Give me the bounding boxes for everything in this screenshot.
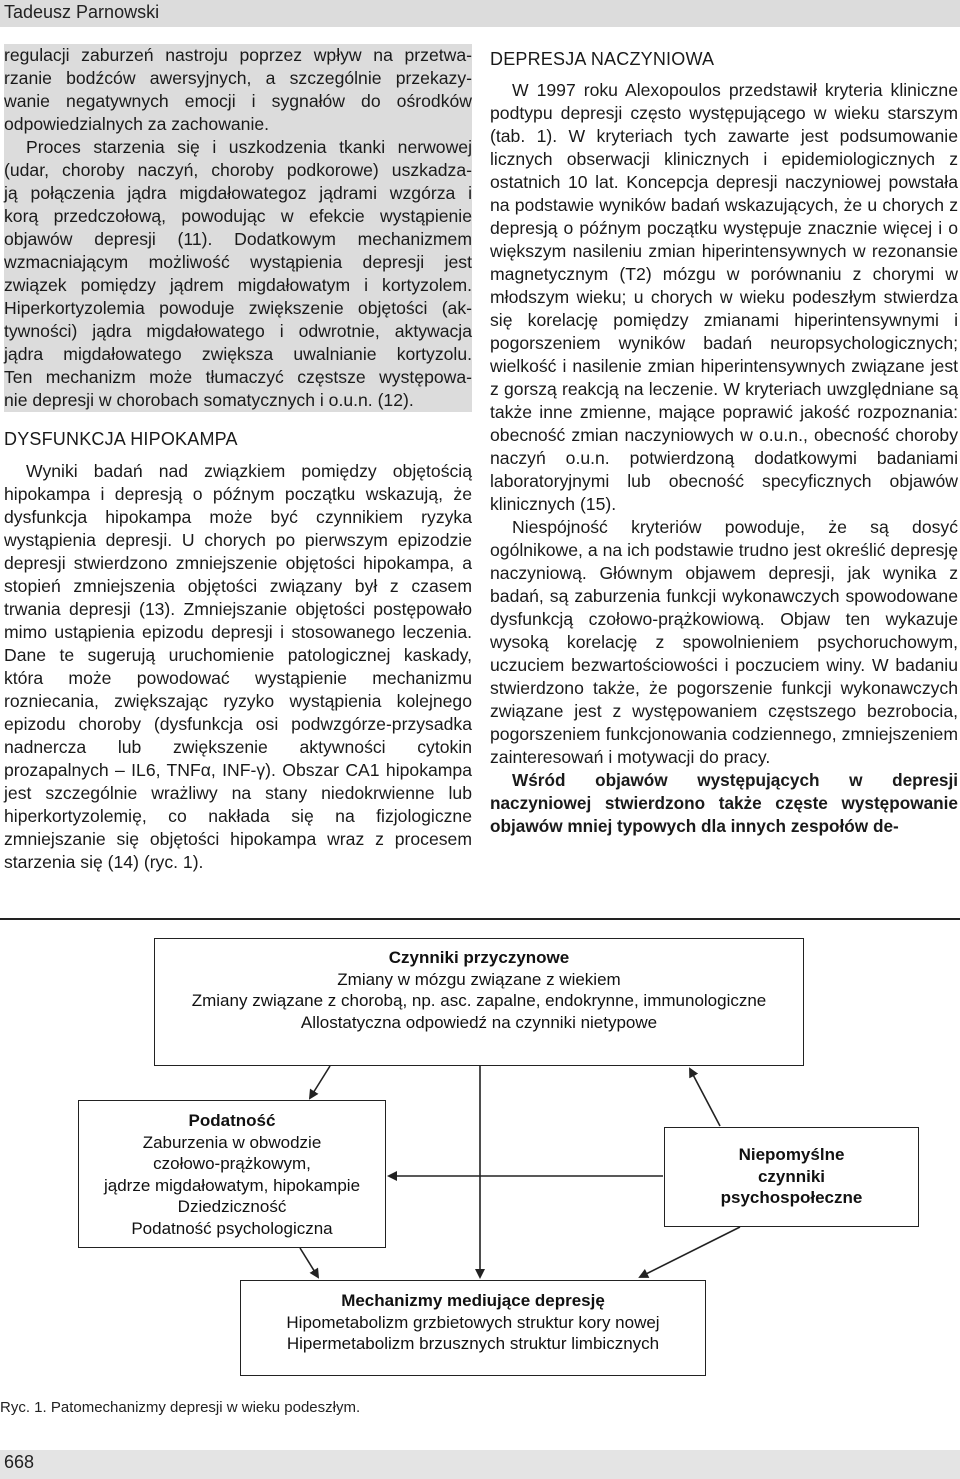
box-title: Czynniki przyczynowe bbox=[388, 948, 570, 967]
shaded-line: związek pomiędzy jądrem migdałowatym i kortyzolem. bbox=[4, 275, 472, 295]
shaded-line: jądra migdałowatego zwiększa uwalnianie kortyzolu. bbox=[4, 344, 472, 364]
arrow-causes-to-vulnerability bbox=[310, 1066, 330, 1098]
shaded-line: Ten mechanizm może tłumaczyć częstsze występowa- bbox=[4, 367, 472, 387]
shaded-line: Hiperkortyzolemia powoduje zwiększenie objętości (ak- bbox=[4, 298, 472, 318]
box-line: Zmiany w mózgu związane z wiekiem bbox=[337, 969, 621, 989]
box-title: Niepomyślne bbox=[738, 1145, 845, 1164]
figure-diagram bbox=[0, 918, 960, 1388]
body-paragraph: Niespójność kryteriów powoduje, że są dosyć ogólnikowe, a na ich podstawie trudno jest określić depresję naczyniową. Głównym objawem depresji, jak wynika z badań, są zaburzenia funkcji wykonawczych spowodowane dysfunkcją czołowo-prążkowiową. Objaw ten wykazuje wysoką korelację z spowolnieniem psychoruchowym, uczuciem bezwartościowości i poczuciem winy. W badaniu stwierdzono także, że pogorszenie funkcji wykonawczych związane jest z występowaniem częstszego bezrobocia, pogorszeniem funkcjonowania codziennego, zmniejszeniem zainteresowań i motywacji do pracy. bbox=[490, 517, 958, 767]
right-column bbox=[490, 48, 958, 838]
box-causal-factors bbox=[154, 938, 804, 1066]
shaded-line: ją połączenia jądra migdałowategoz jądrami wzgórza i bbox=[4, 183, 472, 203]
shaded-line: korą przedczołową, powodując w efekcie wystąpienie bbox=[4, 206, 472, 226]
box-line: czołowo-prążkowym, bbox=[153, 1154, 311, 1173]
bold-paragraph: Wśród objawów występujących w depresji naczyniowej stwierdzono także częste występowanie objawów mniej typowych dla innych zespołów de- bbox=[490, 770, 958, 836]
shaded-line: nie depresji w chorobach somatycznych i o.u.n. (12). bbox=[4, 390, 414, 410]
box-line: Allostatyczna odpowiedź na czynniki nietypowe bbox=[300, 1012, 658, 1032]
body-paragraph: Wyniki badań nad związkiem pomiędzy objętością hipokampa i depresją o późnym początku wskazują, że dysfunkcja hipokampa może być czynnikiem ryzyka wystąpienia depresji. U chorych po pierwszym epizodzie depresji stwierdzono zmniejszenie objętości hipokampa, a stopień zmniejszenia objętości związany był z czasem trwania depresji (13). Zmniejszanie objętości postępowało mimo ustąpienia epizodu depresji i stosowanego leczenia. Dane te sugerują uruchomienie patologicznej kaskady, która może powodować wystąpienie mechanizmu rozniecania, zwiększając ryzyko wystąpienia kolejnego epizodu choroby (dysfunkcja osi podwzgórze-przysadka nadnercza lub zwiększenie aktywności cytokin prozapalnych – IL6, TNFα, INF-γ). Obszar CA1 hipokampa jest szczególnie wrażliwy na stany niedokrwienne lub hiperkortyzolemię, co nakłada się na fizjologiczne zmniejszanie się objętości hipokampa wraz z procesem starzenia się (14) (ryc. 1). bbox=[4, 461, 472, 872]
section-heading-hipokamp: DYSFUNKCJA HIPOKAMPA bbox=[4, 429, 238, 449]
shaded-line: regulacji zaburzeń nastroju poprzez wpływ na przetwa- bbox=[4, 45, 472, 65]
box-line: Zmiany związane z chorobą, np. asc. zapalne, endokrynne, immunologiczne bbox=[191, 991, 767, 1010]
box-psychosocial-factors bbox=[664, 1127, 919, 1227]
box-line: Dziedziczność bbox=[177, 1197, 287, 1216]
author-name: Tadeusz Parnowski bbox=[4, 2, 160, 22]
arrow-psychosocial-to-causes bbox=[690, 1069, 720, 1126]
shaded-line: objawów depresji (11). Dodatkowym mechanizmem bbox=[4, 229, 472, 249]
running-head bbox=[0, 0, 960, 27]
shaded-line: Proces starzenia się i uszkodzenia tkanki nerwowej bbox=[26, 137, 472, 157]
box-line: jądrze migdałowatym, hipokampie bbox=[103, 1175, 361, 1195]
shaded-text-block bbox=[4, 44, 472, 412]
body-paragraph: W 1997 roku Alexopoulos przedstawił kryteria kliniczne podtypu depresji często występującego w wieku starszym (tab. 1). W kryteriach tych zawarte jest podsumowanie licznych obserwacji klinicznych i epidemiologicznych z ostatnich 10 lat. Koncepcja depresji naczyniowej powstała na podstawie wyników badań wskazujących, że u chorych z depresją o późnym początku występuje znacznie więcej i o większym nasileniu zmian hiperintensywnych w rezonansie magnetycznym (T2) mózgu w porównaniu z chorymi w młodszym wieku; u chorych w wieku podeszłym stwierdza się korelację pomiędzy zmianami hiperintensywnymi i pogorszeniem wyników badań neuropsychologicznych; wielkość i nasilenie zmian hiperintensywnych związane jest z gorszą reakcją na leczenie. W kryteriach uwzględniane są także inne zmienne, mające poprawić jakość rozpoznania: obecność zmian naczyniowych w o.u.n., obecność choroby naczyń o.u.n. potwierdzoną dodatkowymi badaniami laboratoryjnymi lub obecność specyficznych objawów klinicznych (15). bbox=[490, 80, 958, 514]
arrow-vulnerability-to-mechanisms bbox=[300, 1248, 318, 1277]
box-title: Mechanizmy mediujące depresję bbox=[341, 1291, 605, 1310]
figure-caption: Ryc. 1. Patomechanizmy depresji w wieku podeszłym. bbox=[0, 1399, 361, 1416]
left-column bbox=[4, 44, 472, 874]
box-title: psychospołeczne bbox=[720, 1188, 863, 1207]
shaded-line: wanie negatywnych emocji i sygnałów do ośrodków bbox=[4, 91, 472, 111]
shaded-line: wzmacniającym możliwość wystąpienia depresji jest bbox=[4, 252, 472, 272]
shaded-line: (udar, choroby naczyń, choroby podkorowe) uszkadza- bbox=[4, 160, 472, 180]
page-number: 668 bbox=[4, 1452, 35, 1472]
shaded-line: tywności) jądra migdałowatego i odwrotnie, aktywacja bbox=[4, 321, 472, 341]
box-line: Zaburzenia w obwodzie bbox=[142, 1132, 322, 1152]
footer-band bbox=[0, 1450, 960, 1479]
section-heading-naczyniowa: DEPRESJA NACZYNIOWA bbox=[490, 49, 715, 69]
box-title: czynniki bbox=[757, 1166, 826, 1186]
box-line: Hipermetabolizm brzusznych struktur limbicznych bbox=[286, 1334, 660, 1353]
box-title: Podatność bbox=[188, 1111, 276, 1130]
shaded-line: odpowiedzialnych za zachowanie. bbox=[4, 114, 270, 134]
box-mediating-mechanisms bbox=[240, 1280, 706, 1376]
shaded-line: rzanie bodźców awersyjnych, a szczególnie przekazy- bbox=[4, 68, 472, 88]
box-line: Podatność psychologiczna bbox=[131, 1218, 333, 1238]
box-vulnerability bbox=[78, 1100, 386, 1248]
box-line: Hipometabolizm grzbietowych struktur kory nowej bbox=[286, 1312, 660, 1332]
arrow-psychosocial-to-mechanisms bbox=[640, 1227, 740, 1277]
